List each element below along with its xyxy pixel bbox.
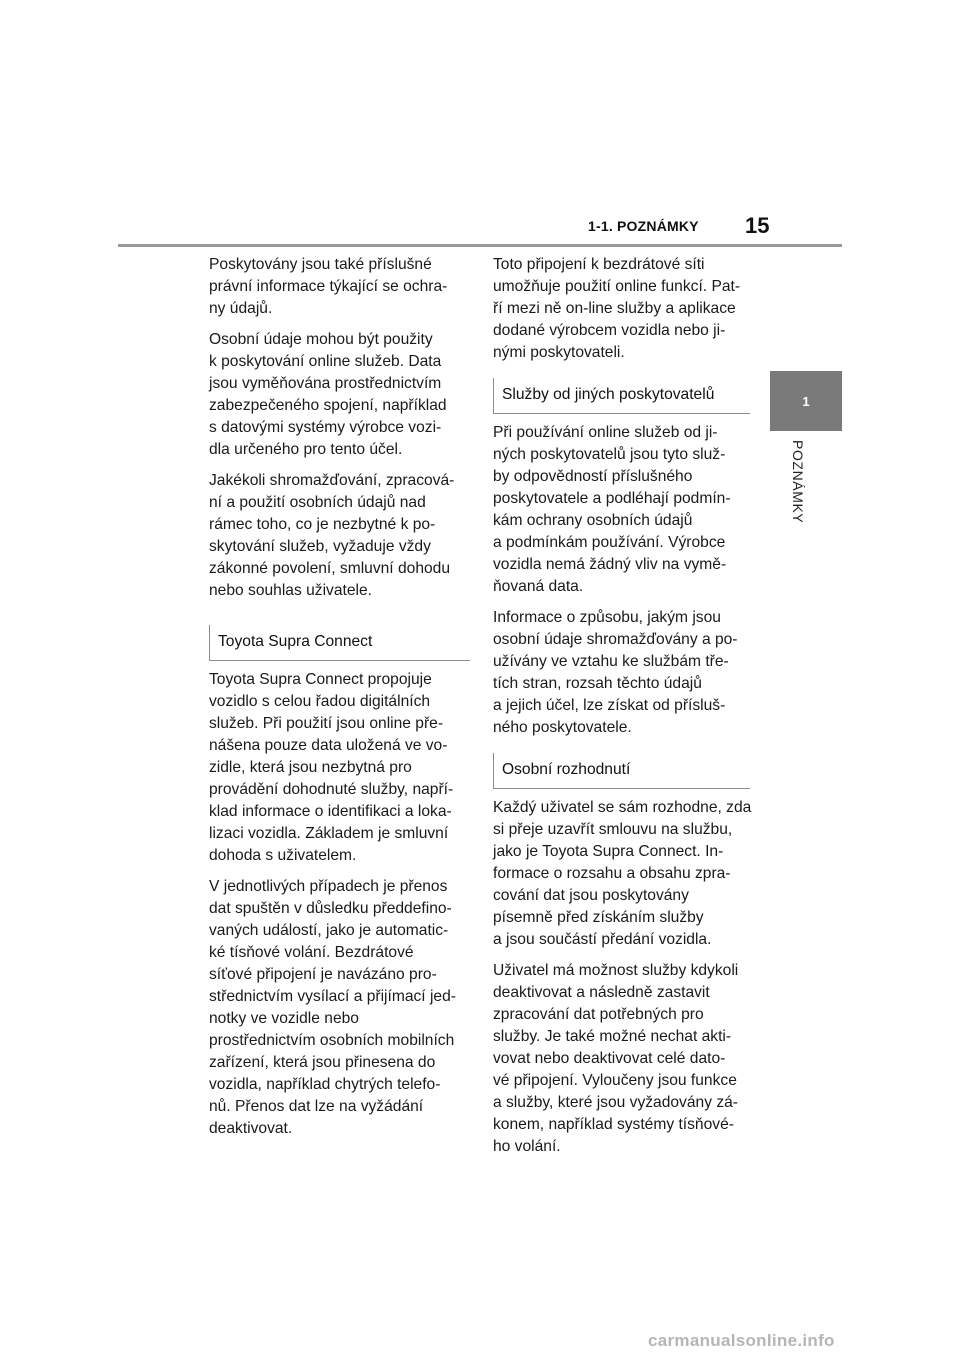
text-line: a služby, které jsou vyžadovány zá- <box>493 1094 738 1111</box>
section-title: 1-1. POZNÁMKY <box>588 218 699 234</box>
text-line: vozidlo s celou řadou digitálních <box>209 693 431 710</box>
text-line: Jakékoli shromažďování, zpracová- <box>209 472 455 489</box>
chapter-number: 1 <box>802 393 810 409</box>
paragraph <box>493 607 753 739</box>
text-line: právní informace týkající se ochra- <box>209 278 448 295</box>
text-line: poskytovatele a podléhají podmín- <box>493 490 731 507</box>
text-line: Každý uživatel se sám rozhodne, zda <box>493 799 752 816</box>
text-line: prostřednictvím osobních mobilních <box>209 1032 455 1049</box>
paragraph <box>209 329 469 461</box>
text-line: jsou vyměňována prostřednictvím <box>209 375 442 392</box>
text-line: síťové připojení je navázáno pro- <box>209 966 437 983</box>
text-line: jako je Toyota Supra Connect. In- <box>493 843 724 860</box>
text-line: zabezpečeného spojení, například <box>209 397 447 414</box>
header-divider <box>118 244 842 247</box>
text-line: písemně před získáním služby <box>493 909 704 926</box>
section-heading-third-party-services: Služby od jiných poskytovatelů <box>493 378 750 414</box>
text-line: ří mezi ně on-line služby a aplikace <box>493 300 736 317</box>
text-line: umožňuje použití online funkcí. Pat- <box>493 278 741 295</box>
text-line: ní a použití osobních údajů nad <box>209 494 426 511</box>
text-line: V jednotlivých případech je přenos <box>209 878 448 895</box>
text-line: ho volání. <box>493 1138 561 1155</box>
text-line: Toyota Supra Connect propojuje <box>209 671 432 688</box>
text-line: zpracování dat potřebných pro <box>493 1006 704 1023</box>
text-line: nými poskytovateli. <box>493 344 625 361</box>
text-line: Toto připojení k bezdrátové síti <box>493 256 705 273</box>
paragraph <box>493 422 753 598</box>
text-line: vaných událostí, jako je automatic- <box>209 922 449 939</box>
left-column <box>209 254 469 1149</box>
text-line: klad informace o identifikaci a loka- <box>209 803 452 820</box>
text-line: a podmínkám používání. Výrobce <box>493 534 726 551</box>
chapter-tab <box>770 371 842 431</box>
text-line: Při používání online služeb od ji- <box>493 424 718 441</box>
text-line: dat spuštěn v důsledku předdefino- <box>209 900 452 917</box>
chapter-side-label: POZNÁMKY <box>790 440 806 524</box>
text-line: nášena pouze data uložená ve vo- <box>209 737 448 754</box>
text-line: služby. Je také možné nechat akti- <box>493 1028 732 1045</box>
right-column <box>493 254 753 1167</box>
paragraph <box>209 876 469 1140</box>
text-line: deaktivovat a následně zastavit <box>493 984 710 1001</box>
text-line: Poskytovány jsou také příslušné <box>209 256 432 273</box>
text-line: ny údajů. <box>209 300 273 317</box>
text-line: dodané výrobcem vozidla nebo ji- <box>493 322 726 339</box>
text-line: ňovaná data. <box>493 578 584 595</box>
text-line: ných poskytovatelů jsou tyto služ- <box>493 446 726 463</box>
text-line: k poskytování online služeb. Data <box>209 353 442 370</box>
text-line: a jsou součástí předání vozidla. <box>493 931 712 948</box>
paragraph <box>209 669 469 867</box>
text-line: konem, například systémy tísňové- <box>493 1116 734 1133</box>
text-line: deaktivovat. <box>209 1120 293 1137</box>
text-line: skytování služeb, vyžaduje vždy <box>209 538 431 555</box>
paragraph <box>493 254 753 364</box>
text-line: Osobní údaje mohou být použity <box>209 331 433 348</box>
text-line: dla určeného pro tento účel. <box>209 441 403 458</box>
text-line: zákonné povolení, smluvní dohodu <box>209 560 451 577</box>
text-line: a jejich účel, lze získat od přísluš- <box>493 697 726 714</box>
paragraph <box>493 960 753 1158</box>
watermark: carmanualsonline.info <box>648 1331 835 1350</box>
text-line: vozidla, například chytrých telefo- <box>209 1076 441 1093</box>
text-line: ké tísňové volání. Bezdrátové <box>209 944 414 961</box>
section-heading-toyota-supra-connect: Toyota Supra Connect <box>209 625 470 661</box>
text-line: vé připojení. Vyloučeny jsou funkce <box>493 1072 737 1089</box>
text-line: si přeje uzavřít smlouvu na službu, <box>493 821 733 838</box>
paragraph <box>209 254 469 320</box>
text-line: formace o rozsahu a obsahu zpra- <box>493 865 731 882</box>
paragraph <box>493 797 753 951</box>
text-line: cování dat jsou poskytovány <box>493 887 689 904</box>
text-line: lizaci vozidla. Základem je smluvní <box>209 825 449 842</box>
text-line: zidle, která jsou nezbytná pro <box>209 759 412 776</box>
text-line: ného poskytovatele. <box>493 719 632 736</box>
text-line: vovat nebo deaktivovat celé dato- <box>493 1050 726 1067</box>
text-line: dohoda s uživatelem. <box>209 847 357 864</box>
text-line: tích stran, rozsah těchto údajů <box>493 675 702 692</box>
text-line: osobní údaje shromažďovány a po- <box>493 631 738 648</box>
text-line: Uživatel má možnost služby kdykoli <box>493 962 739 979</box>
text-line: by odpovědností příslušného <box>493 468 693 485</box>
text-line: střednictvím vysílací a přijímací jed- <box>209 988 456 1005</box>
text-line: vozidla nemá žádný vliv na vymě- <box>493 556 727 573</box>
page-number: 15 <box>745 213 770 238</box>
text-line: Informace o způsobu, jakým jsou <box>493 609 721 626</box>
text-line: rámec toho, co je nezbytné k po- <box>209 516 436 533</box>
section-heading-personal-decision: Osobní rozhodnutí <box>493 753 750 789</box>
text-line: kám ochrany osobních údajů <box>493 512 693 529</box>
text-line: provádění dohodnuté služby, napří- <box>209 781 454 798</box>
text-line: užívány ve vztahu ke službám tře- <box>493 653 729 670</box>
paragraph <box>209 470 469 602</box>
text-line: služeb. Při použití jsou online pře- <box>209 715 444 732</box>
text-line: s datovými systémy výrobce vozi- <box>209 419 442 436</box>
text-line: zařízení, která jsou přinesena do <box>209 1054 436 1071</box>
text-line: nebo souhlas uživatele. <box>209 582 372 599</box>
text-line: nů. Přenos dat lze na vyžádání <box>209 1098 424 1115</box>
text-line: notky ve vozidle nebo <box>209 1010 359 1027</box>
